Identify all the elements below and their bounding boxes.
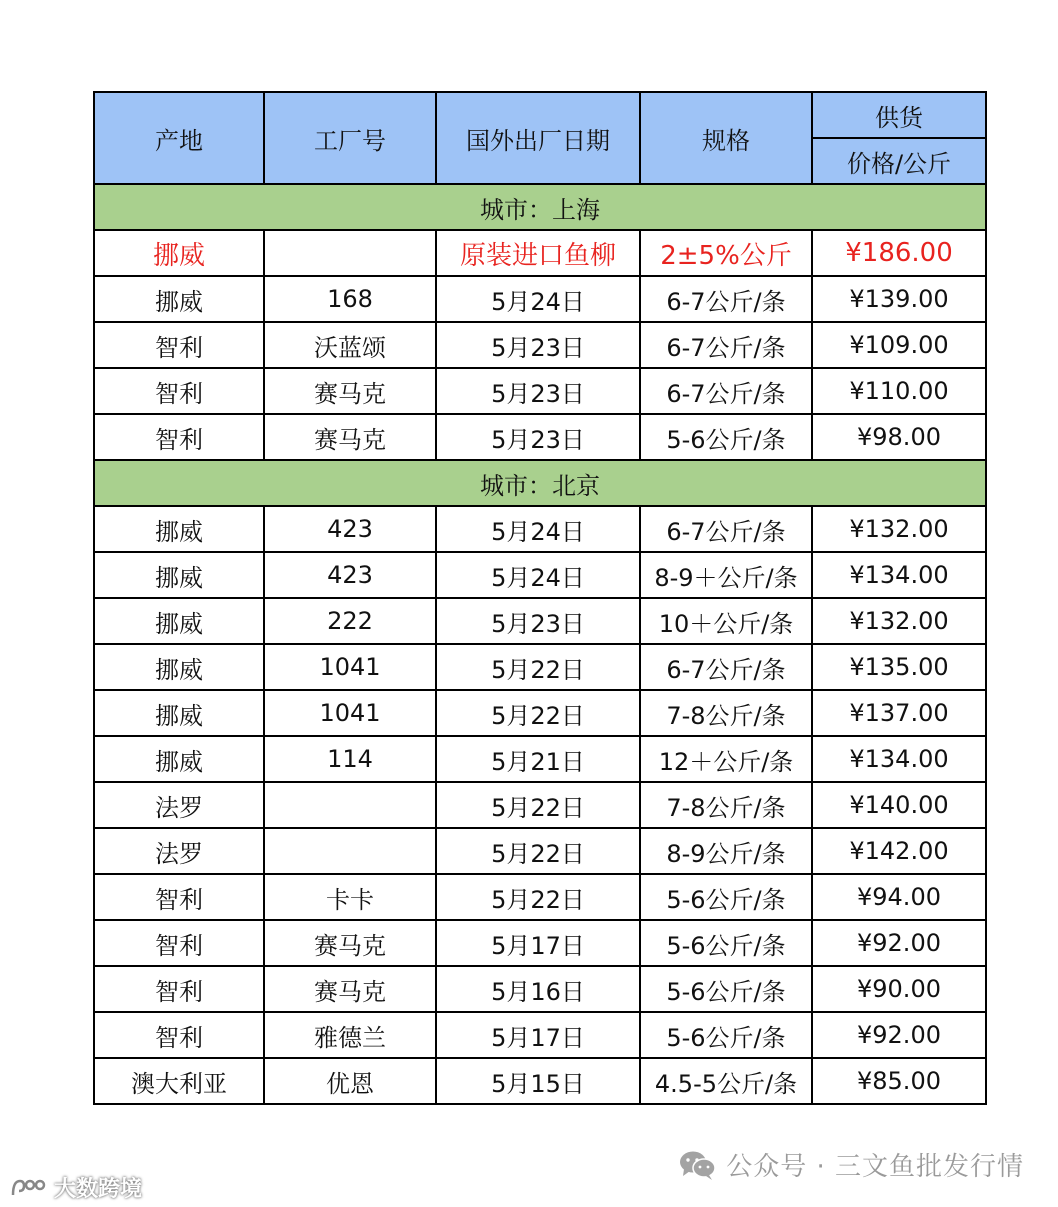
header-date: 国外出厂日期 (436, 92, 640, 184)
cell-price: ¥142.00 (812, 828, 986, 874)
section-row (94, 460, 986, 506)
cell-factory: 赛马克 (264, 920, 436, 966)
cell-origin: 智利 (94, 920, 264, 966)
brand-text: 公众号 · 三文鱼批发行情 (726, 1152, 1024, 1182)
table-row (94, 874, 986, 920)
cell-origin: 智利 (94, 322, 264, 368)
cell-date: 5月17日 (436, 920, 640, 966)
table-row (94, 506, 986, 552)
cell-origin: 智利 (94, 874, 264, 920)
table-row (94, 230, 986, 276)
cell-origin: 智利 (94, 966, 264, 1012)
cell-origin: 澳大利亚 (94, 1058, 264, 1104)
cell-origin: 挪威 (94, 552, 264, 598)
table-row (94, 322, 986, 368)
footer-brand (678, 1146, 1024, 1183)
cell-spec: 8-9＋公斤/条 (640, 552, 812, 598)
watermark-text: 大数跨境 (54, 1177, 143, 1202)
table-row (94, 414, 986, 460)
cell-spec: 6-7公斤/条 (640, 644, 812, 690)
cell-date: 5月23日 (436, 598, 640, 644)
cell-price: ¥139.00 (812, 276, 986, 322)
cell-spec: 6-7公斤/条 (640, 276, 812, 322)
cell-price: ¥110.00 (812, 368, 986, 414)
cell-date: 5月24日 (436, 506, 640, 552)
cell-factory: 168 (264, 276, 436, 322)
cell-price: ¥140.00 (812, 782, 986, 828)
cell-date: 5月16日 (436, 966, 640, 1012)
table-row (94, 782, 986, 828)
cell-price: ¥90.00 (812, 966, 986, 1012)
table-row (94, 828, 986, 874)
cell-factory: 赛马克 (264, 368, 436, 414)
table-row (94, 736, 986, 782)
cell-spec: 4.5-5公斤/条 (640, 1058, 812, 1104)
table-row (94, 966, 986, 1012)
cell-date: 5月22日 (436, 644, 640, 690)
cell-spec: 5-6公斤/条 (640, 414, 812, 460)
cell-spec: 8-9公斤/条 (640, 828, 812, 874)
cell-spec: 6-7公斤/条 (640, 506, 812, 552)
cell-date: 5月17日 (436, 1012, 640, 1058)
cell-origin: 智利 (94, 414, 264, 460)
cell-date: 5月22日 (436, 874, 640, 920)
cell-price: ¥85.00 (812, 1058, 986, 1104)
cell-origin: 挪威 (94, 598, 264, 644)
cell-origin: 挪威 (94, 276, 264, 322)
cell-price: ¥98.00 (812, 414, 986, 460)
cell-date: 5月22日 (436, 690, 640, 736)
table-row (94, 1058, 986, 1104)
cell-spec: 6-7公斤/条 (640, 322, 812, 368)
section-title: 城市：上海 (94, 184, 986, 230)
cell-price: ¥132.00 (812, 506, 986, 552)
cell-factory: 沃蓝颂 (264, 322, 436, 368)
cell-origin: 挪威 (94, 736, 264, 782)
cell-factory: 优恩 (264, 1058, 436, 1104)
table-row (94, 920, 986, 966)
watermark-logo-icon (10, 1175, 50, 1201)
cell-factory: 1041 (264, 644, 436, 690)
cell-date: 5月22日 (436, 828, 640, 874)
table-row (94, 368, 986, 414)
cell-price: ¥135.00 (812, 644, 986, 690)
cell-factory: 114 (264, 736, 436, 782)
cell-origin: 智利 (94, 368, 264, 414)
cell-price: ¥134.00 (812, 736, 986, 782)
cell-price: ¥132.00 (812, 598, 986, 644)
wechat-icon (678, 1149, 718, 1181)
cell-price: ¥134.00 (812, 552, 986, 598)
cell-spec: 5-6公斤/条 (640, 1012, 812, 1058)
cell-date: 5月22日 (436, 782, 640, 828)
header-price: 价格/公斤 (812, 138, 986, 184)
cell-factory: 卡卡 (264, 874, 436, 920)
cell-date: 5月21日 (436, 736, 640, 782)
cell-factory (264, 828, 436, 874)
cell-spec: 7-8公斤/条 (640, 782, 812, 828)
header-spec: 规格 (640, 92, 812, 184)
cell-spec: 2±5%公斤 (640, 230, 812, 276)
table-row (94, 644, 986, 690)
cell-origin: 智利 (94, 1012, 264, 1058)
cell-factory (264, 230, 436, 276)
cell-date: 5月15日 (436, 1058, 640, 1104)
cell-date: 5月23日 (436, 322, 640, 368)
cell-price: ¥92.00 (812, 920, 986, 966)
cell-factory: 222 (264, 598, 436, 644)
table-body (94, 184, 986, 1104)
cell-spec: 5-6公斤/条 (640, 874, 812, 920)
table-header (94, 92, 986, 184)
header-supply: 供货 (812, 92, 986, 138)
cell-origin: 挪威 (94, 230, 264, 276)
cell-origin: 法罗 (94, 828, 264, 874)
table-row (94, 1012, 986, 1058)
table-row (94, 552, 986, 598)
table-row (94, 276, 986, 322)
cell-factory: 423 (264, 552, 436, 598)
cell-date: 原装进口鱼柳 (436, 230, 640, 276)
cell-factory (264, 782, 436, 828)
cell-factory: 赛马克 (264, 414, 436, 460)
cell-origin: 挪威 (94, 506, 264, 552)
cell-date: 5月24日 (436, 276, 640, 322)
section-row (94, 184, 986, 230)
cell-factory: 赛马克 (264, 966, 436, 1012)
cell-origin: 挪威 (94, 690, 264, 736)
cell-spec: 6-7公斤/条 (640, 368, 812, 414)
cell-spec: 7-8公斤/条 (640, 690, 812, 736)
cell-date: 5月24日 (436, 552, 640, 598)
header-origin: 产地 (94, 92, 264, 184)
watermark (10, 1172, 142, 1203)
cell-date: 5月23日 (436, 414, 640, 460)
table-row (94, 598, 986, 644)
cell-origin: 法罗 (94, 782, 264, 828)
cell-factory: 423 (264, 506, 436, 552)
cell-factory: 1041 (264, 690, 436, 736)
header-factory: 工厂号 (264, 92, 436, 184)
cell-price: ¥92.00 (812, 1012, 986, 1058)
cell-price: ¥137.00 (812, 690, 986, 736)
table-row (94, 690, 986, 736)
cell-price: ¥109.00 (812, 322, 986, 368)
cell-spec: 5-6公斤/条 (640, 966, 812, 1012)
cell-spec: 10＋公斤/条 (640, 598, 812, 644)
cell-spec: 12＋公斤/条 (640, 736, 812, 782)
cell-origin: 挪威 (94, 644, 264, 690)
cell-spec: 5-6公斤/条 (640, 920, 812, 966)
salmon-price-table (93, 91, 987, 1105)
cell-factory: 雅德兰 (264, 1012, 436, 1058)
cell-date: 5月23日 (436, 368, 640, 414)
section-title: 城市：北京 (94, 460, 986, 506)
cell-price: ¥186.00 (812, 230, 986, 276)
cell-price: ¥94.00 (812, 874, 986, 920)
